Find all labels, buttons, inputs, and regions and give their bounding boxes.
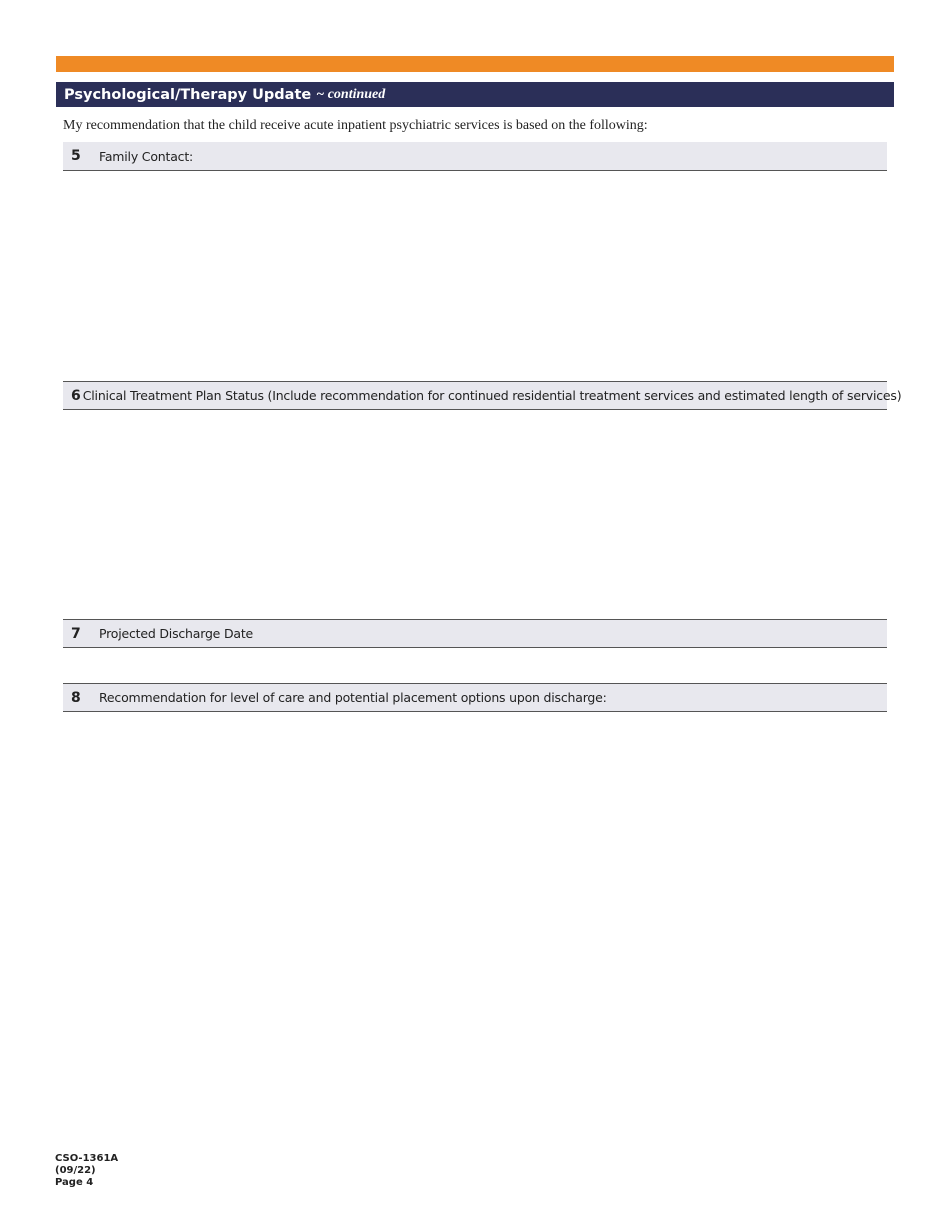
question-number: 7: [71, 625, 81, 642]
orange-accent-bar: [56, 56, 894, 72]
question-8-header: [63, 683, 887, 712]
section-continued-label: ~ continued: [316, 86, 386, 102]
question-label: Clinical Treatment Plan Status (Include recommendation for continued residential treatment services and estimated length of services): [82, 388, 902, 403]
question-7-answer-field[interactable]: [63, 648, 887, 682]
question-number: 5: [71, 148, 81, 164]
question-label: Projected Discharge Date: [99, 626, 254, 641]
question-5-answer-field[interactable]: [63, 171, 887, 380]
section-header: [56, 82, 894, 107]
question-number: 8: [71, 689, 81, 706]
question-5-header: [63, 142, 887, 171]
question-6-header: [63, 381, 902, 410]
intro-text: My recommendation that the child receive acute inpatient psychiatric services is based on the following:: [63, 118, 648, 133]
section-title: Psychological/Therapy Update: [64, 86, 312, 103]
question-label: Family Contact:: [99, 148, 194, 164]
form-id: CSO-1361A: [55, 1153, 119, 1164]
question-number: 6: [71, 387, 81, 404]
form-footer: [55, 1153, 118, 1189]
question-7-header: [63, 619, 887, 648]
question-6-answer-field[interactable]: [63, 410, 887, 618]
form-revision: (09/22): [55, 1165, 96, 1176]
page-number: Page 4: [55, 1177, 94, 1188]
question-8-answer-field[interactable]: [63, 712, 887, 1132]
question-label: Recommendation for level of care and potential placement options upon discharge:: [99, 690, 607, 705]
